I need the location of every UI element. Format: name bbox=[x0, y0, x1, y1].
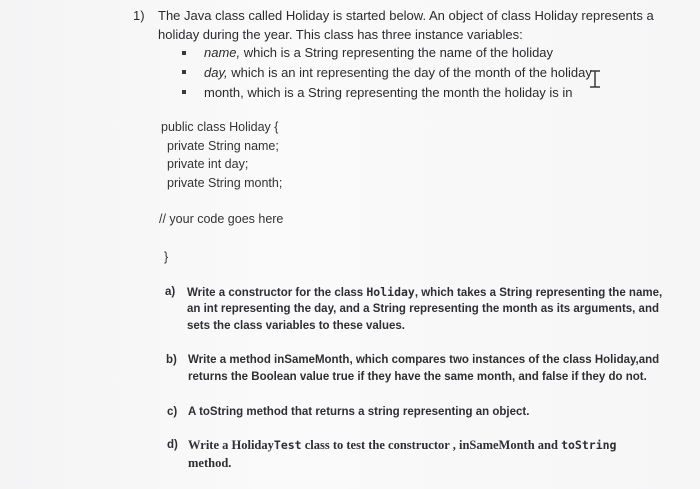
part-a-line1 bbox=[187, 284, 662, 302]
part-d-label: d) bbox=[167, 439, 178, 451]
code-comment: // your code goes here bbox=[159, 212, 284, 226]
question-number: 1) bbox=[133, 8, 145, 23]
bullet-item-day bbox=[204, 63, 592, 82]
part-a-line1-post: , which takes a String representing the name, bbox=[414, 287, 663, 299]
part-d-tostring-mono: toString bbox=[561, 438, 617, 452]
bullet-var: day, bbox=[204, 65, 228, 80]
code-field-month: private String month; bbox=[167, 176, 283, 190]
part-d-line1-pre: Write a Holiday bbox=[188, 438, 274, 452]
part-c-label: c) bbox=[167, 406, 178, 418]
bullet-item-month bbox=[204, 83, 573, 102]
bullet-marker bbox=[182, 70, 186, 74]
part-a-label: a) bbox=[165, 286, 176, 298]
part-a-line3: sets the class variables to these values. bbox=[187, 320, 405, 332]
bullet-item-name bbox=[204, 43, 553, 62]
bullet-text: which is a String representing the name of the holiday bbox=[240, 45, 554, 60]
code-field-day: private int day; bbox=[167, 157, 249, 171]
part-d-line2: method. bbox=[188, 456, 232, 470]
bullet-var: name, bbox=[204, 45, 241, 60]
part-d-line1-mid: class to test the constructor , inSameMonth and bbox=[301, 438, 562, 452]
part-d-line1 bbox=[188, 437, 616, 454]
code-field-name: private String name; bbox=[167, 139, 279, 153]
part-d-test-mono: Test bbox=[273, 438, 302, 452]
part-b-line1: Write a method inSameMonth, which compares two instances of the class Holiday,and bbox=[188, 354, 660, 366]
part-a-line2: an int representing the day, and a String representing the month as its arguments, and bbox=[187, 303, 660, 315]
part-a-classname: Holiday bbox=[366, 285, 415, 299]
text-cursor-icon bbox=[588, 70, 602, 88]
question-intro-line1: The Java class called Holiday is started below. An object of class Holiday represents a bbox=[158, 8, 654, 23]
part-b-label: b) bbox=[166, 354, 177, 366]
part-b-line2: returns the Boolean value true if they have the same month, and false if they do not. bbox=[188, 371, 647, 383]
code-class-declaration: public class Holiday { bbox=[161, 120, 279, 134]
part-c-line1: A toString method that returns a string representing an object. bbox=[188, 406, 530, 418]
bullet-marker bbox=[182, 90, 186, 94]
code-closing-brace: } bbox=[164, 250, 169, 264]
bullet-text: which is an int representing the day of the month of the holiday bbox=[227, 65, 592, 80]
bullet-text: month, which is a String representing the month the holiday is in bbox=[204, 85, 573, 100]
part-a-line1-pre: Write a constructor for the class bbox=[187, 287, 367, 299]
question-intro-line2: holiday during the year. This class has three instance variables: bbox=[158, 27, 523, 42]
bullet-marker bbox=[182, 51, 186, 55]
